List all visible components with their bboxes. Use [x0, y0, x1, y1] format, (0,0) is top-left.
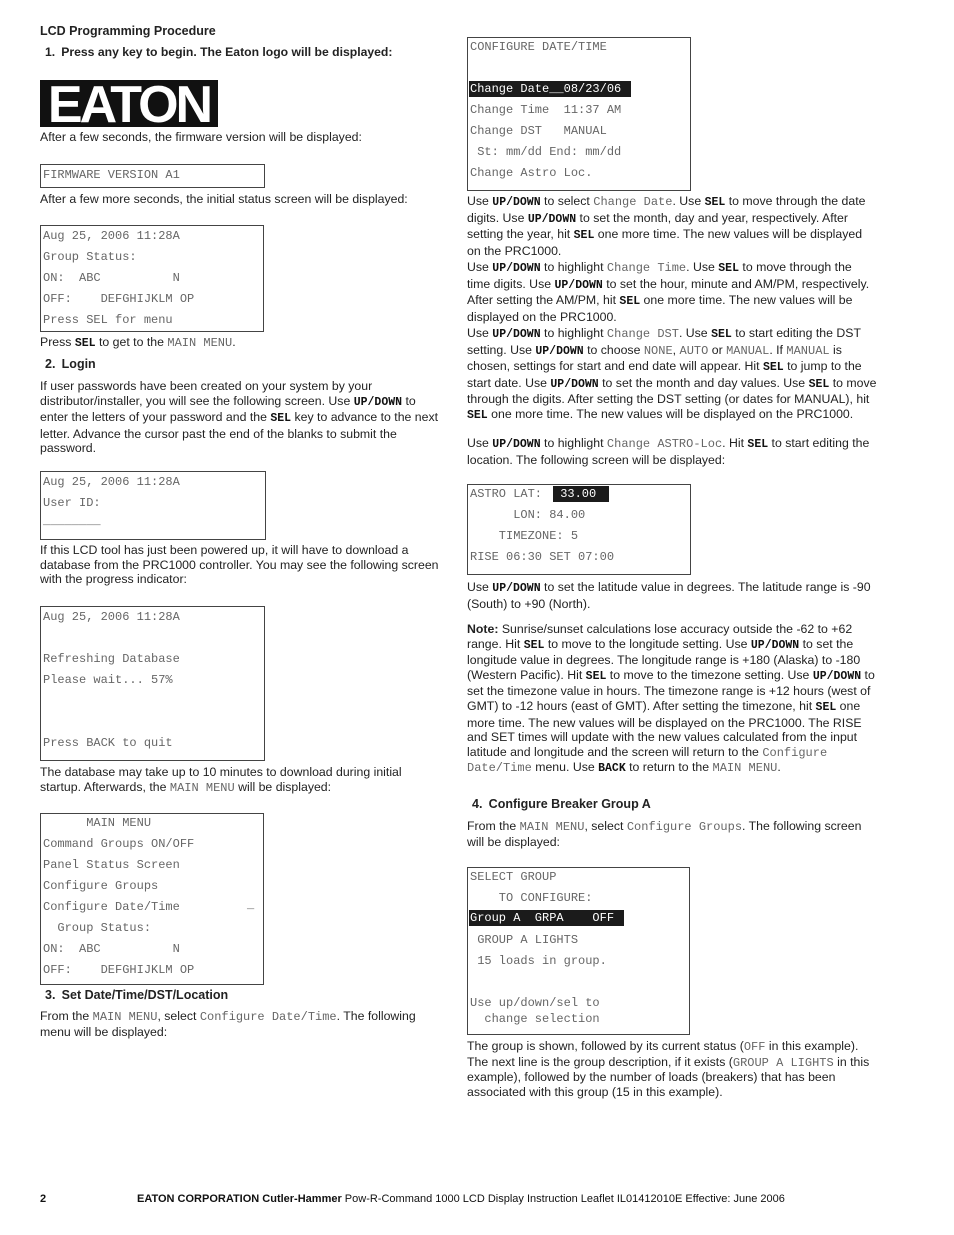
text-run: to choose — [583, 342, 644, 357]
text-run: to set the timezone value in hours. The timezone range is +12 hours (west of GMT) to -12 hours (east of GMT). After setting the timezone, hit — [467, 667, 875, 713]
progress-line: Please wait... 57% — [43, 673, 173, 687]
lcd-line: Configure Date/Time — [43, 900, 180, 914]
lcd-line: TO CONFIGURE: — [470, 891, 593, 905]
lcd-line: OFF: DEFGHIJKLM OP — [43, 292, 195, 306]
lcd-line: Aug 25, 2006 11:28A — [43, 475, 180, 489]
text-run: Use — [467, 194, 493, 208]
page-number: 2 — [40, 1193, 47, 1205]
change-astro-paragraph — [467, 436, 877, 467]
lcd-text-ref: OFF — [743, 1040, 766, 1054]
step-3-paragraph: From the MAIN MENU, select Configure Date/Time. The following menu will be displayed: — [40, 1009, 416, 1039]
text-run: . If — [769, 342, 787, 357]
key-name: SEL — [585, 669, 607, 683]
key-name: SEL — [711, 328, 732, 341]
lcd-text-ref: AUTO — [679, 343, 709, 358]
text-run: Use — [467, 580, 493, 594]
text-run: to move through the date digits. Use — [467, 194, 866, 225]
text-run: . The following screen will be displayed: — [467, 819, 862, 849]
text-run: in this example). The next line is the group description, if it exists ( — [467, 1039, 859, 1069]
text-run: menu. Use — [531, 760, 599, 775]
text-run: in this example), followed by the number of loads (breakers) that has been associated with this group (15 in this example). — [467, 1054, 870, 1099]
lcd-text-ref: Change Date — [593, 195, 673, 209]
lcd-line: MAIN MENU — [43, 816, 152, 830]
text-run: to move through the time digits. Use — [467, 260, 852, 291]
lcd-line: Command Groups ON/OFF — [43, 837, 195, 851]
lcd-line: Press SEL for menu — [43, 313, 173, 327]
text-run: to start editing the DST setting. Use — [467, 326, 861, 357]
lcd-text-ref: Configure Groups — [626, 820, 743, 834]
text-run: to move to the longitude setting. Use — [544, 636, 751, 651]
lcd-line: Change Time 11:37 AM — [470, 103, 622, 117]
text-run: Use — [467, 326, 493, 340]
key-name: UP/DOWN — [492, 262, 541, 275]
text-run: is chosen, settings for start and end date will appear. Hit — [467, 342, 842, 374]
text-run: , select — [584, 819, 627, 833]
lcd-line: TIMEZONE: 5 — [470, 529, 579, 543]
text-run: to highlight — [540, 260, 607, 274]
text-run: . Hit — [722, 436, 748, 450]
change-dst-paragraph — [467, 326, 877, 424]
change-date-paragraph — [467, 194, 877, 258]
status-lcd — [40, 225, 264, 332]
text-run: Use — [467, 260, 493, 274]
key-name: SEL — [467, 408, 488, 422]
lcd-line: Aug 25, 2006 11:28A — [43, 610, 180, 624]
lcd-text-ref: GROUP A LIGHTS — [732, 1055, 834, 1070]
firmware-lcd — [40, 164, 265, 188]
lcd-text-ref: MAIN MENU — [712, 761, 778, 776]
lcd-text-ref: Change ASTRO-Loc — [606, 437, 723, 451]
key-name: UP/DOWN — [527, 212, 577, 226]
step-4-heading: 4. Configure Breaker Group A — [472, 797, 651, 811]
lcd-line: Press BACK to quit — [43, 736, 173, 750]
lcd-line: 15 loads in group. — [470, 954, 607, 968]
after-firmware-text: After a few more seconds, the initial status screen will be displayed: — [40, 192, 408, 206]
text-run: to move to the timezone setting. Use — [606, 667, 813, 682]
after-refresh-paragraph: The database may take up to 10 minutes to download during initial startup. Afterwards, the MAIN MENU will be displayed: — [40, 765, 402, 795]
text-run: one more time. The new values will be displayed on the PRC1000. — [487, 406, 854, 421]
key-name: SEL — [523, 638, 545, 652]
step-3-heading: 3. Set Date/Time/DST/Location — [45, 988, 229, 1002]
key-name: BACK — [598, 762, 626, 776]
lcd-line: Group Status: — [43, 921, 152, 935]
key-name: UP/DOWN — [492, 438, 541, 451]
highlighted-line: Change Date__08/23/06 — [469, 81, 631, 97]
text-run: to start editing the location. The following screen will be displayed: — [467, 436, 870, 467]
text-run: . Use — [672, 194, 705, 208]
text-run: Sunrise/sunset calculations lose accuracy outside the -62 to +62 range. Hit — [467, 622, 853, 651]
lcd-line: SELECT GROUP — [470, 870, 557, 884]
key-name: SEL — [573, 229, 595, 243]
user-id-blanks: ________ — [43, 514, 101, 528]
eaton-logo — [40, 80, 218, 127]
text-run: one more time. The new values will be displayed on the PRC1000. The RISE and SET times will update with the new values calculated from the input latitude and longitude and the screen will return to the — [467, 698, 862, 759]
lcd-text-ref: Change DST — [606, 327, 679, 341]
key-name: SEL — [718, 262, 739, 275]
step-2-heading: 2. Login — [45, 357, 96, 371]
text-run: Use — [467, 436, 493, 450]
key-name: UP/DOWN — [492, 582, 541, 595]
step-1-heading: 1. Press any key to begin. The Eaton logo will be displayed: — [45, 45, 393, 59]
key-name: SEL — [747, 438, 769, 451]
lcd-line: RISE 06:30 SET 07:00 — [470, 550, 615, 564]
lcd-text-ref: Configure Date/Time — [467, 745, 828, 776]
lcd-line: ON: ABC N — [43, 271, 180, 285]
text-run: to highlight — [540, 326, 607, 340]
login-paragraph: If user passwords have been created on your system by your distributor/installer, you will see the following screen. Use UP/DOWN to enter the letters of your password and the SEL key to advance to the next letter. Advance the cursor past the end of the blanks to submit the password. — [40, 379, 439, 456]
key-name: UP/DOWN — [554, 278, 603, 292]
lcd-text-ref: MANUAL — [786, 343, 830, 358]
note-paragraph — [467, 622, 877, 777]
lcd-line: ON: ABC N — [43, 942, 180, 956]
astro-lcd — [467, 484, 691, 575]
refresh-lcd — [40, 606, 265, 761]
key-name: UP/DOWN — [550, 377, 599, 391]
group-description-paragraph — [467, 1039, 877, 1099]
text-run: . Use — [686, 260, 719, 274]
lcd-line: GROUP A LIGHTS — [470, 933, 579, 947]
key-name: UP/DOWN — [492, 328, 541, 341]
text-run: to return to the — [625, 760, 713, 775]
key-name: SEL — [619, 295, 641, 309]
text-run: or — [708, 342, 727, 357]
key-name: SEL — [815, 700, 837, 714]
lcd-line: Refreshing Database — [43, 652, 180, 666]
key-name: SEL — [808, 377, 830, 391]
key-name: SEL — [704, 196, 726, 209]
select-group-lcd — [467, 867, 690, 1035]
download-paragraph: If this LCD tool has just been powered up, it will have to download a database from the PRC1000 controller. You may see the following screen with the progress indicator: — [40, 543, 439, 587]
text-run: to highlight — [540, 436, 607, 450]
lcd-line: Use up/down/sel to — [470, 996, 600, 1010]
lcd-line: CONFIGURE DATE/TIME — [470, 40, 607, 54]
lcd-text-ref: Change Time — [606, 261, 687, 275]
lcd-line: Group Status: — [43, 250, 137, 264]
text-run: to select — [540, 194, 594, 208]
lcd-line: Aug 25, 2006 11:28A — [43, 229, 180, 243]
key-name: UP/DOWN — [812, 669, 862, 683]
lcd-line: Change Astro Loc. — [470, 166, 593, 180]
eaton-logo-graphic — [40, 80, 218, 127]
text-run: . Use — [678, 326, 712, 340]
lcd-line: OFF: DEFGHIJKLM OP — [43, 963, 195, 977]
lcd-text-ref: MANUAL — [726, 343, 770, 358]
text-run: From the — [467, 819, 520, 833]
text-run: , — [672, 342, 680, 357]
key-name: UP/DOWN — [535, 344, 584, 358]
lcd-line: User ID: — [43, 496, 101, 510]
text-run: to set the longitude value in degrees. The longitude range is +180 (Alaska) to -180 (Western Pacific). Hit — [467, 636, 861, 682]
lcd-line: Change DST MANUAL — [470, 124, 607, 138]
text-run: to move through the digits. After setting the DST setting (or dates for MANUAL), hit — [467, 375, 877, 407]
lcd-line: St: mm/dd End: mm/dd — [470, 145, 622, 159]
login-lcd — [40, 471, 266, 540]
text-run: one more time. The new values will be displayed on the PRC1000. — [467, 293, 853, 324]
press-sel-text: Press SEL to get to the MAIN MENU. — [40, 335, 236, 350]
lcd-line: Configure Groups — [43, 879, 159, 893]
cursor-glyph: _ — [247, 898, 255, 912]
highlighted-line: Group A GRPA OFF — [469, 910, 624, 926]
key-name: UP/DOWN — [492, 196, 541, 209]
step-4-paragraph — [467, 819, 877, 849]
latitude-paragraph — [467, 580, 877, 611]
eaton-logo-text: EATON — [47, 80, 211, 127]
lcd-line: change selection — [470, 1012, 600, 1026]
lcd-line: ASTRO LAT: — [470, 487, 543, 501]
footer-doc-info: EATON CORPORATION Cutler-Hammer Pow-R-Command 1000 LCD Display Instruction Leaflet IL01412010E Effective: June 2006 — [137, 1193, 785, 1205]
latitude-value: 33.00 — [553, 486, 609, 502]
text-run: one more time. The new values will be displayed on the PRC1000. — [467, 227, 863, 258]
text-run: to set the latitude value in degrees. The latitude range is -90 (South) to +90 (North). — [467, 580, 871, 611]
change-time-paragraph — [467, 260, 877, 324]
key-name: UP/DOWN — [750, 638, 800, 652]
date-time-lcd — [467, 37, 691, 191]
text-run: to set the month, day and year, respectively. After setting the year, hit — [467, 210, 848, 242]
main-menu-lcd — [40, 813, 264, 985]
text-run: . — [777, 760, 781, 775]
lcd-text-ref: MAIN MENU — [519, 820, 585, 834]
text-run: to set the hour, minute and AM/PM, respectively. After setting the AM/PM, hit — [467, 276, 870, 308]
text-run: to set the month and day values. Use — [598, 375, 809, 390]
lcd-line: FIRMWARE VERSION A1 — [43, 168, 180, 182]
text-run: to jump to the start date. Use — [467, 359, 862, 390]
key-name: SEL — [762, 361, 784, 375]
section-heading: LCD Programming Procedure — [40, 24, 216, 38]
after-logo-text: After a few seconds, the firmware version will be displayed: — [40, 130, 362, 144]
note-label: Note: — [467, 622, 499, 636]
lcd-line: LON: 84.00 — [470, 508, 586, 522]
text-run: The group is shown, followed by its current status ( — [467, 1039, 744, 1053]
lcd-text-ref: NONE — [643, 343, 673, 358]
lcd-line: Panel Status Screen — [43, 858, 180, 872]
